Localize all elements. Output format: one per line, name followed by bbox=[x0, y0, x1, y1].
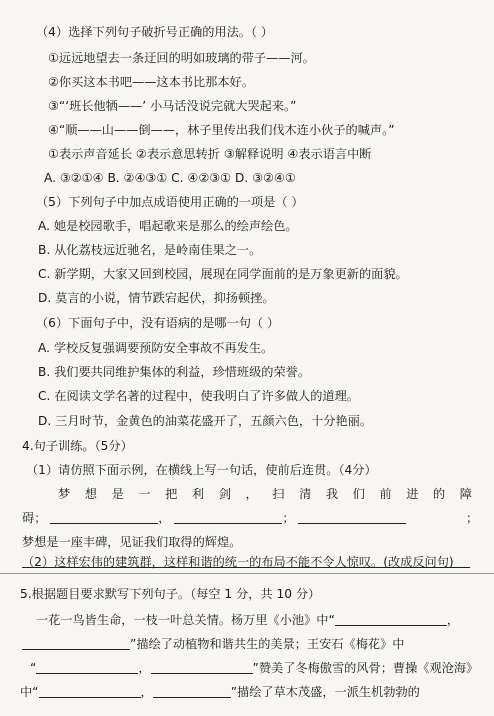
line2-text: ”描绘了动植物和谐共生的美景；王安石《梅花》中 bbox=[130, 637, 405, 651]
q4-sub-item-4: ④“顺——山——倒——，林子里传出我们伐木连小伙子的喊声。” bbox=[48, 123, 395, 137]
poem-blank-3[interactable] bbox=[36, 661, 138, 674]
q6-sub-option-b: B. 我们要共同维护集体的利益，珍惜班级的荣誉。 bbox=[38, 365, 311, 379]
q4-sub-stem: （4）选择下列句子破折号正确的用法。（ ） bbox=[36, 25, 274, 39]
q6-sub-option-c: C. 在阅读文学名著的过程中，使我明白了许多做人的道理。 bbox=[38, 389, 359, 403]
line3-open-quote: “ bbox=[30, 661, 37, 675]
semicolon-punct: ； bbox=[282, 511, 295, 525]
q4-sub-item-2: ②你买这本书吧——这本书比那本好。 bbox=[48, 75, 254, 89]
poem-blank-4[interactable] bbox=[151, 661, 253, 674]
word-ai: 碍 bbox=[22, 511, 35, 525]
answer-blank-3[interactable] bbox=[298, 511, 406, 524]
end-semicolon: ； bbox=[466, 511, 479, 525]
section4-title: 4.句子训练。（5分） bbox=[22, 439, 133, 453]
line4-open-quote: 中“ bbox=[20, 685, 39, 699]
section4-part2: （2）这样宏伟的建筑群，这样和谐的统一的布局不能不令人惊叹。(改成反问句) bbox=[22, 555, 454, 569]
comma-punct: ， bbox=[158, 511, 171, 525]
poem-blank-1[interactable] bbox=[335, 613, 447, 626]
line4-text: ”描绘了草木茂盛，一派生机勃勃的 bbox=[230, 685, 420, 699]
line1-comma: ， bbox=[446, 613, 460, 627]
answer-blank-1[interactable] bbox=[50, 511, 158, 524]
q6-sub-option-d: D. 三月时节，金黄色的油菜花盛开了，五颜六色，十分艳丽。 bbox=[38, 414, 373, 428]
section5-line2 bbox=[22, 636, 404, 652]
line3-comma: ， bbox=[138, 661, 151, 675]
section5-line1 bbox=[36, 612, 459, 628]
section5-title: 5.根据题目要求默写下列句子。（每空 1 分，共 10 分） bbox=[20, 587, 321, 601]
q4-sub-item-1: ①远远地望去一条迂回的明如玻璃的带子——河。 bbox=[48, 51, 315, 65]
q4-sub-options: A. ③②①④ B. ②④③① C. ④②③① D. ③②④① bbox=[44, 171, 296, 185]
colon-punct: ； bbox=[34, 511, 47, 525]
q6-sub-option-a: A. 学校反复强调要预防安全事故不再发生。 bbox=[38, 341, 274, 355]
answer-blank-2[interactable] bbox=[174, 511, 282, 524]
q4-sub-item-3: ③“‘班长他牺——’ 小马话没说完就大哭起来。” bbox=[48, 99, 297, 113]
poem-blank-5[interactable] bbox=[39, 685, 141, 698]
q4-sub-legend: ①表示声音延长 ②表示意思转折 ③解释说明 ④表示语言中断 bbox=[48, 147, 372, 161]
line4-comma: ， bbox=[140, 685, 153, 699]
section5-line3 bbox=[30, 660, 478, 676]
line1-text: 一花一鸟皆生命，一枝一叶总关情。杨万里《小池》中“ bbox=[36, 613, 335, 627]
q6-sub-stem: （6）下面句子中，没有语病的是哪一句（ ） bbox=[36, 316, 280, 330]
section4-part1: （1）请仿照下面示例，在横线上写一句话，使前后连贯。（4分） bbox=[26, 463, 377, 477]
section4-answer-row bbox=[22, 510, 406, 526]
q5-sub-option-d: D. 莫言的小说，情节跌宕起伏，抑扬顿挫。 bbox=[38, 291, 275, 305]
q5-sub-stem: （5）下列句子中加点成语使用正确的一项是（ ） bbox=[36, 195, 304, 209]
section4-example: 梦想是一把利剑，扫清我们前进的障 bbox=[58, 487, 487, 501]
poem-blank-2[interactable] bbox=[22, 637, 130, 650]
section-divider bbox=[0, 573, 494, 574]
rewrite-answer-line[interactable] bbox=[22, 567, 470, 568]
poem-blank-6[interactable] bbox=[153, 685, 231, 698]
q5-sub-option-b: B. 从化荔枝远近驰名，是岭南佳果之一。 bbox=[38, 243, 262, 257]
q5-sub-option-c: C. 新学期，大家又回到校园，展现在同学面前的是万象更新的面貌。 bbox=[38, 267, 408, 281]
section5-line4 bbox=[20, 684, 420, 700]
line3-text: ”赞美了冬梅傲雪的风骨；曹操《观沧海》 bbox=[252, 661, 479, 675]
section4-closing: 梦想是一座丰碑，见证我们取得的辉煌。 bbox=[22, 535, 242, 549]
q5-sub-option-a: A. 她是校园歌手，唱起歌来是那么的绘声绘色。 bbox=[38, 219, 298, 233]
